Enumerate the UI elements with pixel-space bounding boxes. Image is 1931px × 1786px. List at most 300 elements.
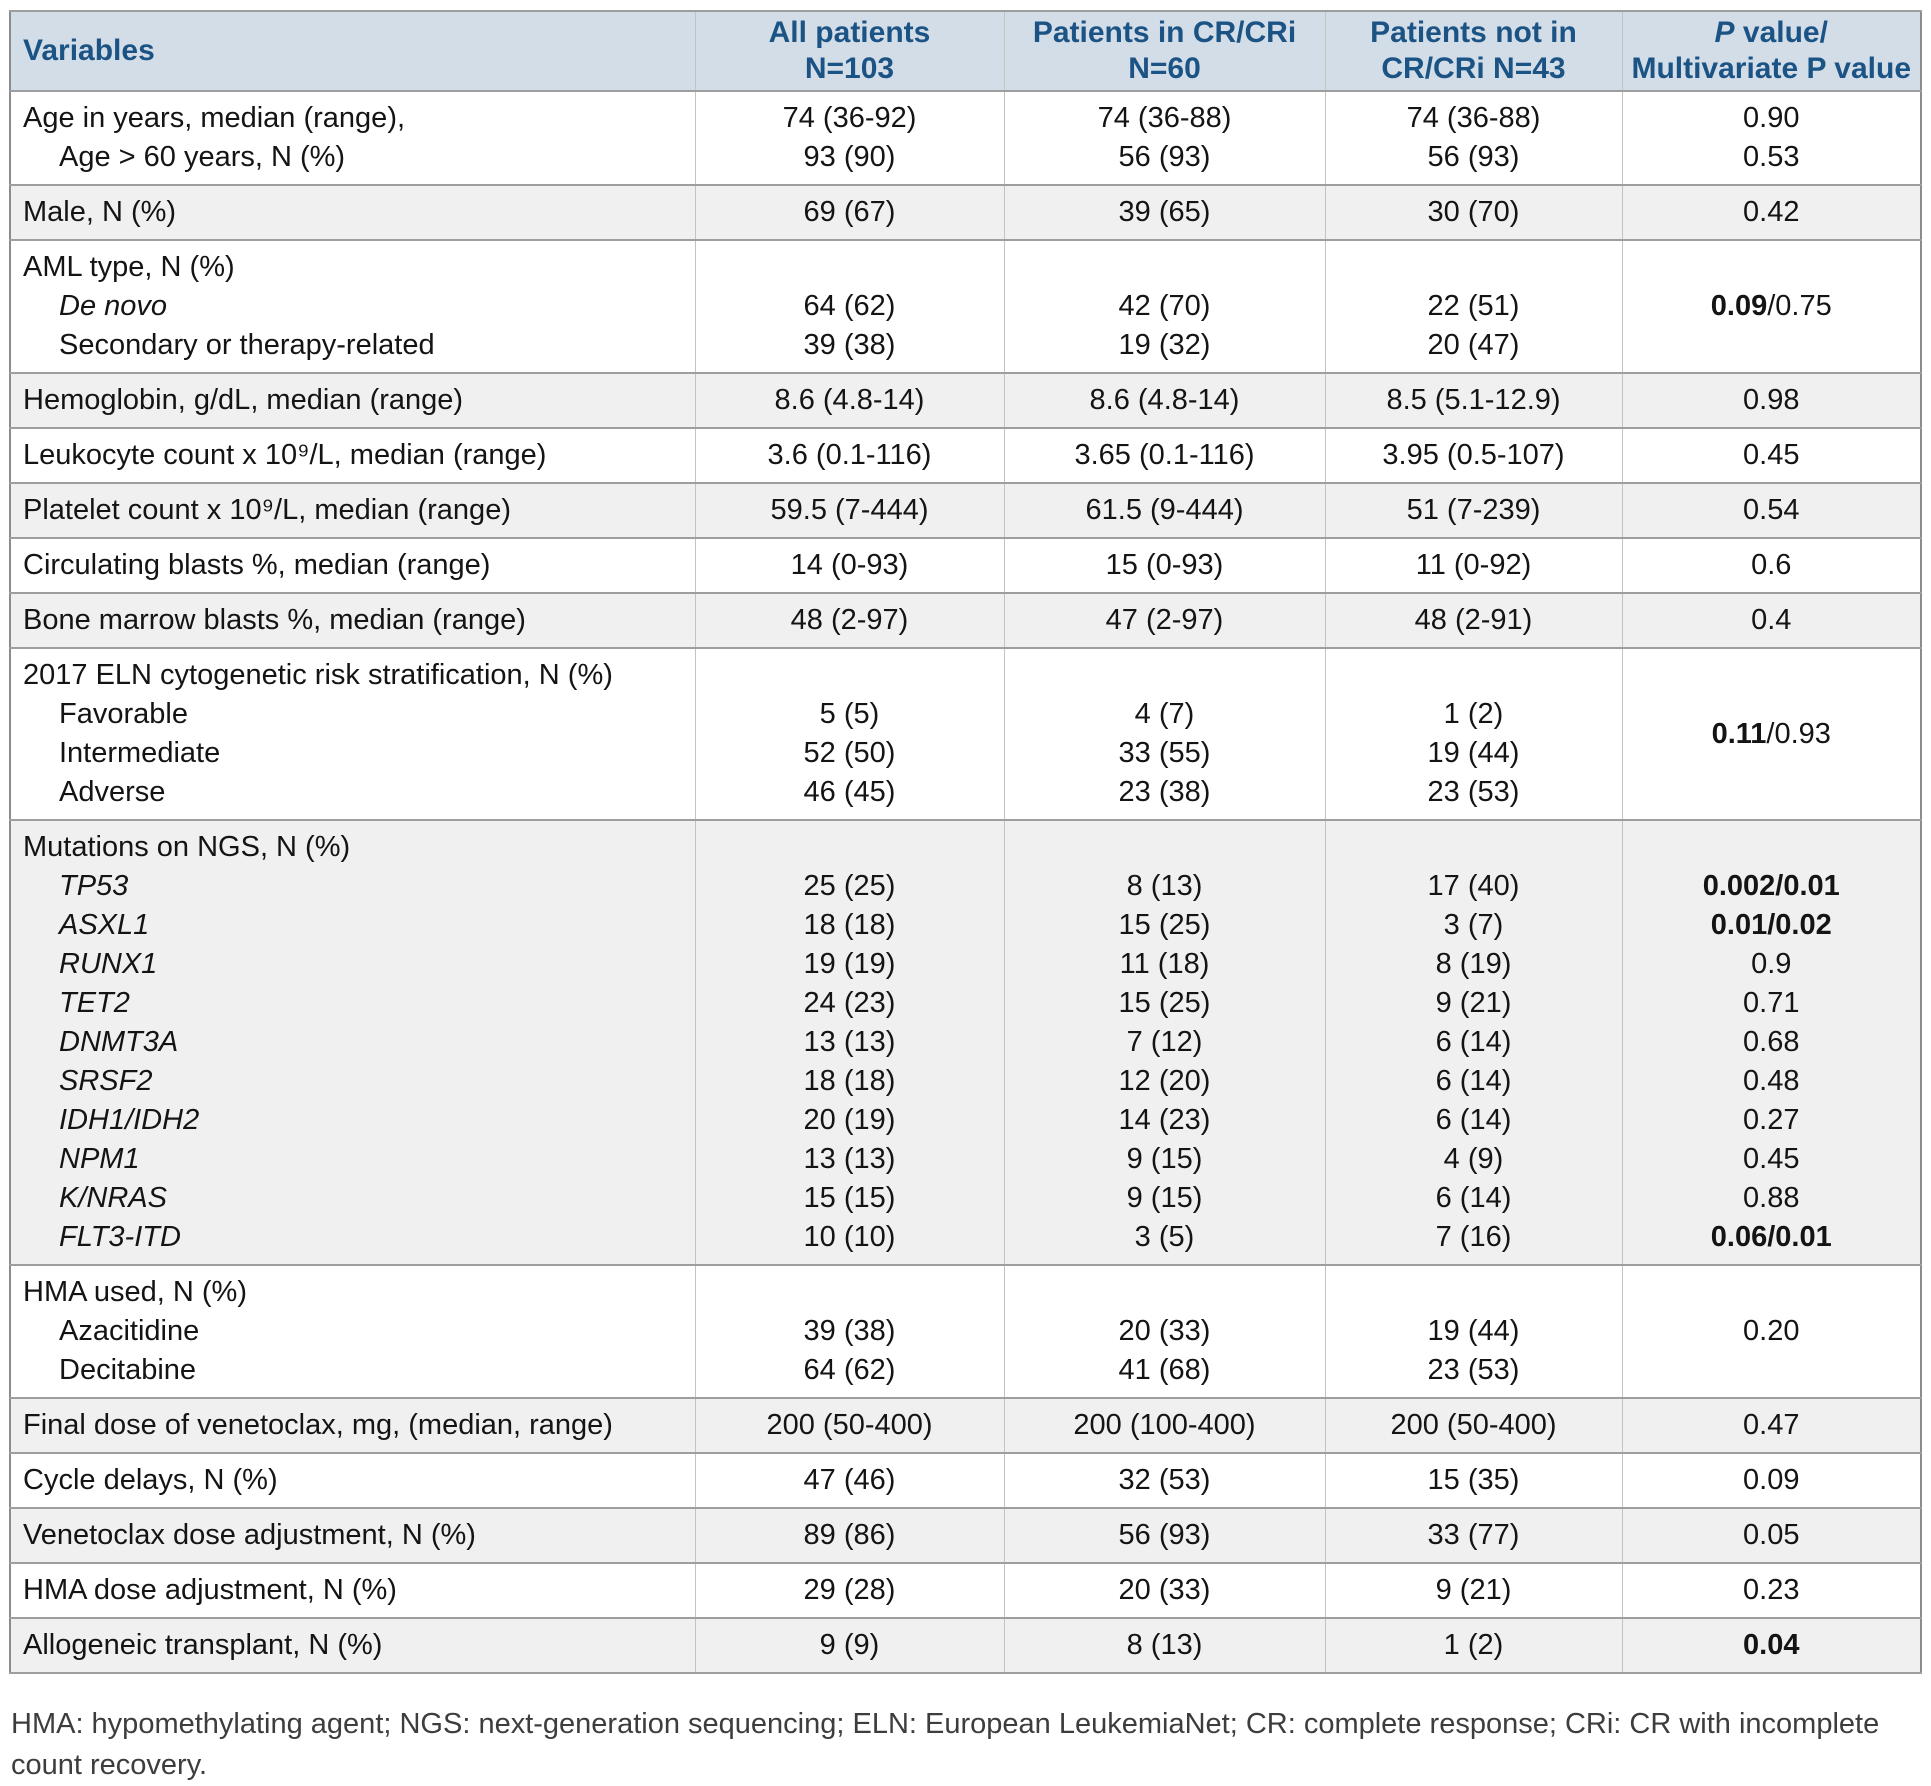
cell-line: [1332, 656, 1616, 695]
p-value-segment: 0.27: [1743, 1104, 1800, 1136]
cell-line: 3.6 (0.1-116): [767, 439, 932, 471]
cell-line: 12 (20): [1118, 1065, 1211, 1097]
all-patients-cell: [695, 538, 1004, 593]
cell-line: 39 (38): [803, 329, 896, 361]
all-patients-cell: [695, 1265, 1004, 1398]
p-value-line: [1629, 1406, 1915, 1445]
cr-cri-cell: [1004, 1398, 1325, 1453]
header-line: Multivariate P value: [1631, 52, 1912, 85]
all-patients-cell: [695, 373, 1004, 428]
p-value-line: [1629, 715, 1915, 754]
cell-line: 15 (25): [1118, 987, 1211, 1019]
cell-line: 56 (93): [1118, 141, 1211, 173]
cell-line: 8.6 (4.8-14): [1089, 384, 1240, 416]
p-value-segment: 0.04: [1743, 1629, 1800, 1661]
p-value-line: [1629, 1062, 1915, 1101]
p-value-segment: 0.11: [1711, 717, 1767, 750]
variable-cell: [10, 1265, 695, 1398]
cell-line: [1011, 248, 1319, 287]
row-label-line: RUNX1: [59, 948, 158, 980]
p-value-segment: 0.6: [1751, 549, 1792, 581]
cell-line: 29 (28): [803, 1574, 896, 1606]
cell-line: 19 (44): [1427, 1315, 1520, 1347]
cell-line: 69 (67): [803, 196, 896, 228]
cell-line: [1011, 1273, 1319, 1312]
cell-line: 59.5 (7-444): [770, 494, 929, 526]
p-value-line: [1629, 99, 1915, 138]
row-label-line: SRSF2: [59, 1065, 153, 1097]
table-row: [10, 91, 1921, 185]
variable-cell: [10, 648, 695, 820]
header-line: Patients not in: [1370, 16, 1577, 49]
row-label-line: 2017 ELN cytogenetic risk stratification, N (%): [23, 659, 613, 691]
p-value-line: [1629, 1626, 1915, 1665]
table-row: [10, 820, 1921, 1265]
not-cr-cri-cell: [1325, 373, 1622, 428]
table-row: [10, 428, 1921, 483]
row-label-line: Hemoglobin, g/dL, median (range): [23, 384, 464, 416]
p-value-line: [1629, 1218, 1915, 1257]
cell-line: 48 (2-91): [1414, 604, 1533, 636]
all-patients-cell: [695, 240, 1004, 373]
not-cr-cri-cell: [1325, 593, 1622, 648]
cell-line: 9 (9): [819, 1629, 880, 1661]
row-label-line: Leukocyte count x 10⁹/L, median (range): [23, 439, 547, 471]
variable-cell: [10, 1453, 695, 1508]
table-row: [10, 1618, 1921, 1673]
cell-line: 74 (36-88): [1406, 102, 1541, 134]
cell-line: 9 (15): [1126, 1182, 1203, 1214]
cell-line: 89 (86): [803, 1519, 896, 1551]
header-line: Patients in CR/CRi: [1032, 16, 1297, 49]
row-label-line: De novo: [59, 290, 168, 322]
cr-cri-cell: [1004, 1453, 1325, 1508]
cell-line: 30 (70): [1427, 196, 1520, 228]
p-value-cell: [1622, 1398, 1921, 1453]
cr-cri-cell: [1004, 483, 1325, 538]
p-value-line: [1629, 546, 1915, 585]
row-label-line: Age in years, median (range),: [23, 102, 406, 134]
cell-line: 3 (5): [1134, 1221, 1195, 1253]
table-row: [10, 1398, 1921, 1453]
variable-cell: [10, 538, 695, 593]
cell-line: 15 (15): [803, 1182, 896, 1214]
p-value-cell: [1622, 483, 1921, 538]
p-value-segment: 0.42: [1743, 196, 1800, 228]
cell-line: 74 (36-88): [1097, 102, 1232, 134]
variable-cell: [10, 593, 695, 648]
p-value-line: [1629, 1023, 1915, 1062]
row-label-line: DNMT3A: [59, 1026, 179, 1058]
cell-line: 41 (68): [1118, 1354, 1211, 1386]
cell-line: 64 (62): [803, 290, 896, 322]
cell-line: 64 (62): [803, 1354, 896, 1386]
baseline-characteristics-table: [9, 10, 1922, 1674]
not-cr-cri-cell: [1325, 820, 1622, 1265]
cell-line: 9 (15): [1126, 1143, 1203, 1175]
p-value-line: [1629, 138, 1915, 177]
row-label-line: Male, N (%): [23, 196, 177, 228]
p-value-line: [1629, 193, 1915, 232]
cell-line: 32 (53): [1118, 1464, 1211, 1496]
cr-cri-cell: [1004, 1508, 1325, 1563]
p-value-cell: [1622, 648, 1921, 820]
p-value-cell: [1622, 240, 1921, 373]
cell-line: 6 (14): [1435, 1182, 1512, 1214]
table-row: [10, 593, 1921, 648]
p-value-cell: [1622, 1508, 1921, 1563]
p-value-segment: 0.47: [1743, 1409, 1800, 1441]
p-value-segment: 0.98: [1743, 384, 1800, 416]
p-value-line: [1629, 1101, 1915, 1140]
cell-line: 11 (0-92): [1415, 549, 1532, 581]
col-header-p-value: [1622, 11, 1921, 91]
table-header: [10, 11, 1921, 91]
p-value-line: [1629, 1312, 1915, 1351]
cell-line: 51 (7-239): [1406, 494, 1541, 526]
row-label-line: Platelet count x 10⁹/L, median (range): [23, 494, 511, 526]
not-cr-cri-cell: [1325, 1508, 1622, 1563]
table-row: [10, 1508, 1921, 1563]
row-label-line: Final dose of venetoclax, mg, (median, range): [23, 1409, 613, 1441]
header-row: [10, 11, 1921, 91]
cell-line: 52 (50): [803, 737, 896, 769]
row-label-line: TP53: [59, 870, 129, 902]
p-value-segment: 0.45: [1743, 439, 1800, 471]
cell-line: 25 (25): [803, 870, 896, 902]
not-cr-cri-cell: [1325, 483, 1622, 538]
cell-line: 48 (2-97): [790, 604, 909, 636]
cell-line: 8.5 (5.1-12.9): [1386, 384, 1561, 416]
cell-line: 20 (33): [1118, 1315, 1211, 1347]
cell-line: 47 (2-97): [1105, 604, 1224, 636]
footnote: HMA: hypomethylating agent; NGS: next-generation sequencing; ELN: European LeukemiaNet; CR: complete response; CRi: CR with incomplete count recovery.: [11, 1708, 1880, 1781]
cell-line: 46 (45): [803, 776, 896, 808]
all-patients-cell: [695, 1398, 1004, 1453]
cell-line: 200 (50-400): [1390, 1409, 1557, 1441]
cell-line: 7 (12): [1126, 1026, 1203, 1058]
row-label-line: Allogeneic transplant, N (%): [23, 1629, 383, 1661]
all-patients-cell: [695, 820, 1004, 1265]
p-value-segment: 0.9: [1751, 948, 1792, 980]
variable-cell: [10, 483, 695, 538]
row-label-line: HMA used, N (%): [23, 1276, 247, 1308]
p-value-line: [1629, 1516, 1915, 1555]
cr-cri-cell: [1004, 1265, 1325, 1398]
cell-line: 19 (32): [1118, 329, 1211, 361]
cell-line: 15 (0-93): [1105, 549, 1224, 581]
cr-cri-cell: [1004, 240, 1325, 373]
all-patients-cell: [695, 1508, 1004, 1563]
table-row: [10, 648, 1921, 820]
cell-line: 18 (18): [803, 1065, 896, 1097]
row-label-line: AML type, N (%): [23, 251, 235, 283]
row-label-line: Adverse: [59, 776, 166, 808]
cell-line: 8 (19): [1435, 948, 1512, 980]
cell-line: 8.6 (4.8-14): [774, 384, 925, 416]
cell-line: 19 (44): [1427, 737, 1520, 769]
all-patients-cell: [695, 593, 1004, 648]
p-value-cell: [1622, 185, 1921, 240]
cr-cri-cell: [1004, 648, 1325, 820]
cr-cri-cell: [1004, 820, 1325, 1265]
cell-line: [702, 828, 998, 867]
not-cr-cri-cell: [1325, 1265, 1622, 1398]
header-line: N=60: [1128, 52, 1201, 85]
cell-line: 6 (14): [1435, 1026, 1512, 1058]
row-label-line: Cycle delays, N (%): [23, 1464, 278, 1496]
col-header-not-cr-cri: [1325, 11, 1622, 91]
variable-cell: [10, 428, 695, 483]
cell-line: 14 (0-93): [790, 549, 909, 581]
row-label-line: IDH1/IDH2: [59, 1104, 200, 1136]
p-value-line: [1629, 867, 1915, 906]
row-label-line: NPM1: [59, 1143, 140, 1175]
table-body: [10, 91, 1921, 1673]
cell-line: 4 (9): [1443, 1143, 1504, 1175]
not-cr-cri-cell: [1325, 1398, 1622, 1453]
cell-line: 22 (51): [1427, 290, 1520, 322]
variable-cell: [10, 185, 695, 240]
p-value-cell: [1622, 373, 1921, 428]
row-label-line: Mutations on NGS, N (%): [23, 831, 351, 863]
p-value-segment: 0.23: [1743, 1574, 1800, 1606]
p-value-cell: [1622, 1618, 1921, 1673]
cell-line: 5 (5): [819, 698, 880, 730]
p-value-cell: [1622, 428, 1921, 483]
row-label-line: Secondary or therapy-related: [59, 329, 435, 361]
row-label-line: Favorable: [59, 698, 188, 730]
p-value-segment: 0.05: [1743, 1519, 1800, 1551]
cell-line: 3.95 (0.5-107): [1382, 439, 1565, 471]
col-header-cr-cri: [1004, 11, 1325, 91]
not-cr-cri-cell: [1325, 240, 1622, 373]
cell-line: 9 (21): [1435, 987, 1512, 1019]
row-label-line: Age > 60 years, N (%): [59, 141, 346, 173]
p-value-segment: 0.71: [1743, 987, 1800, 1019]
cell-line: 56 (93): [1427, 141, 1520, 173]
cell-line: 23 (53): [1427, 776, 1520, 808]
cell-line: 15 (25): [1118, 909, 1211, 941]
cell-line: 3 (7): [1443, 909, 1504, 941]
p-value-cell: [1622, 820, 1921, 1265]
variable-cell: [10, 240, 695, 373]
cell-line: 4 (7): [1134, 698, 1195, 730]
cell-line: 18 (18): [803, 909, 896, 941]
cell-line: 33 (77): [1427, 1519, 1520, 1551]
cell-line: 47 (46): [803, 1464, 896, 1496]
variable-cell: [10, 1508, 695, 1563]
p-value-segment: 0.06/0.01: [1710, 1221, 1832, 1253]
p-value-line: [1629, 906, 1915, 945]
table-row: [10, 373, 1921, 428]
p-value-line: [1629, 287, 1915, 326]
header-line: CR/CRi N=43: [1381, 52, 1566, 85]
table-row: [10, 538, 1921, 593]
p-value-segment: 0.88: [1743, 1182, 1800, 1214]
row-label-line: K/NRAS: [59, 1182, 167, 1214]
cell-line: [1332, 1273, 1616, 1312]
cell-line: [702, 1273, 998, 1312]
cell-line: 3.65 (0.1-116): [1074, 439, 1255, 471]
cell-line: 23 (53): [1427, 1354, 1520, 1386]
variable-cell: [10, 1398, 695, 1453]
p-value-segment: 0.002/0.01: [1702, 870, 1840, 902]
p-value-segment: 0.09: [1710, 290, 1768, 322]
table-row: [10, 1453, 1921, 1508]
cell-line: 20 (19): [803, 1104, 896, 1136]
not-cr-cri-cell: [1325, 1453, 1622, 1508]
cell-line: 23 (38): [1118, 776, 1211, 808]
p-value-segment: 0.90: [1743, 102, 1800, 134]
cell-line: 17 (40): [1427, 870, 1520, 902]
all-patients-cell: [695, 91, 1004, 185]
cell-line: [702, 248, 998, 287]
cell-line: 1 (2): [1443, 698, 1504, 730]
not-cr-cri-cell: [1325, 185, 1622, 240]
cell-line: 8 (13): [1126, 870, 1203, 902]
all-patients-cell: [695, 185, 1004, 240]
row-label-line: FLT3-ITD: [59, 1221, 181, 1253]
row-label-line: Bone marrow blasts %, median (range): [23, 604, 526, 636]
cell-line: [1011, 828, 1319, 867]
cell-line: 39 (65): [1118, 196, 1211, 228]
cell-line: 20 (47): [1427, 329, 1520, 361]
cell-line: 42 (70): [1118, 290, 1211, 322]
p-value-line: [1629, 984, 1915, 1023]
row-label-line: Decitabine: [59, 1354, 197, 1386]
row-label-line: TET2: [59, 987, 130, 1019]
p-value-segment: 0.20: [1743, 1315, 1800, 1347]
cell-line: 13 (13): [803, 1143, 896, 1175]
cr-cri-cell: [1004, 1563, 1325, 1618]
p-value-segment: 0.45: [1743, 1143, 1800, 1175]
not-cr-cri-cell: [1325, 428, 1622, 483]
p-value-segment: 0.01/0.02: [1710, 909, 1832, 941]
cr-cri-cell: [1004, 185, 1325, 240]
p-value-line: [1629, 491, 1915, 530]
cell-line: 14 (23): [1118, 1104, 1211, 1136]
cr-cri-cell: [1004, 428, 1325, 483]
p-value-segment: 0.48: [1743, 1065, 1800, 1097]
p-italic: P: [1714, 16, 1735, 49]
p-value-segment: /0.75: [1767, 290, 1832, 322]
cr-cri-cell: [1004, 538, 1325, 593]
all-patients-cell: [695, 1453, 1004, 1508]
cell-line: 11 (18): [1119, 948, 1210, 980]
not-cr-cri-cell: [1325, 648, 1622, 820]
cr-cri-cell: [1004, 91, 1325, 185]
cell-line: 200 (100-400): [1073, 1409, 1256, 1441]
variable-cell: [10, 1563, 695, 1618]
not-cr-cri-cell: [1325, 1563, 1622, 1618]
p-value-segment: 0.68: [1743, 1026, 1800, 1058]
header-line: [1629, 15, 1915, 51]
p-value-line: [1629, 945, 1915, 984]
variable-cell: [10, 1618, 695, 1673]
cell-line: 8 (13): [1126, 1629, 1203, 1661]
p-value-line: [1629, 436, 1915, 475]
row-label-line: Venetoclax dose adjustment, N (%): [23, 1519, 476, 1551]
row-label-line: HMA dose adjustment, N (%): [23, 1574, 397, 1606]
cr-cri-cell: [1004, 1618, 1325, 1673]
p-value-segment: 0.53: [1743, 141, 1800, 173]
cell-line: 7 (16): [1435, 1221, 1512, 1253]
cell-line: [1332, 828, 1616, 867]
p-value-segment: /0.93: [1766, 717, 1831, 750]
not-cr-cri-cell: [1325, 91, 1622, 185]
cell-line: 24 (23): [803, 987, 896, 1019]
header-line: All patients: [768, 16, 931, 49]
cell-line: 10 (10): [803, 1221, 896, 1253]
cell-line: 15 (35): [1427, 1464, 1520, 1496]
cell-line: 93 (90): [803, 141, 896, 173]
cr-cri-cell: [1004, 593, 1325, 648]
p-value-cell: [1622, 1265, 1921, 1398]
variable-cell: [10, 820, 695, 1265]
table-row: [10, 483, 1921, 538]
cell-line: [1011, 656, 1319, 695]
variable-cell: [10, 91, 695, 185]
p-value-segment: 0.54: [1743, 494, 1800, 526]
cr-cri-cell: [1004, 373, 1325, 428]
all-patients-cell: [695, 428, 1004, 483]
p-value-segment: 0.09: [1743, 1464, 1800, 1496]
p-value-cell: [1622, 1563, 1921, 1618]
p-value-line: [1629, 1461, 1915, 1500]
cell-line: 9 (21): [1435, 1574, 1512, 1606]
header-line: N=103: [804, 52, 895, 85]
cell-line: [702, 656, 998, 695]
p-value-cell: [1622, 538, 1921, 593]
cell-line: 39 (38): [803, 1315, 896, 1347]
p-value-line: [1629, 1140, 1915, 1179]
all-patients-cell: [695, 1563, 1004, 1618]
not-cr-cri-cell: [1325, 538, 1622, 593]
all-patients-cell: [695, 1618, 1004, 1673]
row-label-line: Circulating blasts %, median (range): [23, 549, 491, 581]
all-patients-cell: [695, 483, 1004, 538]
p-value-cell: [1622, 91, 1921, 185]
col-header-all-patients: [695, 11, 1004, 91]
cell-line: 200 (50-400): [766, 1409, 933, 1441]
not-cr-cri-cell: [1325, 1618, 1622, 1673]
table-row: [10, 1265, 1921, 1398]
row-label-line: Intermediate: [59, 737, 221, 769]
cell-line: 1 (2): [1443, 1629, 1504, 1661]
table-row: [10, 185, 1921, 240]
all-patients-cell: [695, 648, 1004, 820]
cell-line: 6 (14): [1435, 1065, 1512, 1097]
p-value-cell: [1622, 1453, 1921, 1508]
table-row: [10, 1563, 1921, 1618]
cell-line: [1332, 248, 1616, 287]
cell-line: 20 (33): [1118, 1574, 1211, 1606]
cell-line: 6 (14): [1435, 1104, 1512, 1136]
cell-line: 13 (13): [803, 1026, 896, 1058]
row-label-line: Azacitidine: [59, 1315, 200, 1347]
cell-line: 61.5 (9-444): [1085, 494, 1244, 526]
p-value-line: [1629, 381, 1915, 420]
cell-line: 19 (19): [803, 948, 896, 980]
p-value-line: [1629, 1571, 1915, 1610]
p-value-segment: 0.4: [1751, 604, 1792, 636]
cell-line: 56 (93): [1118, 1519, 1211, 1551]
p-value-line: [1629, 601, 1915, 640]
p-value-line: [1629, 828, 1915, 867]
header-line: Variables: [23, 34, 155, 67]
row-label-line: ASXL1: [59, 909, 150, 941]
